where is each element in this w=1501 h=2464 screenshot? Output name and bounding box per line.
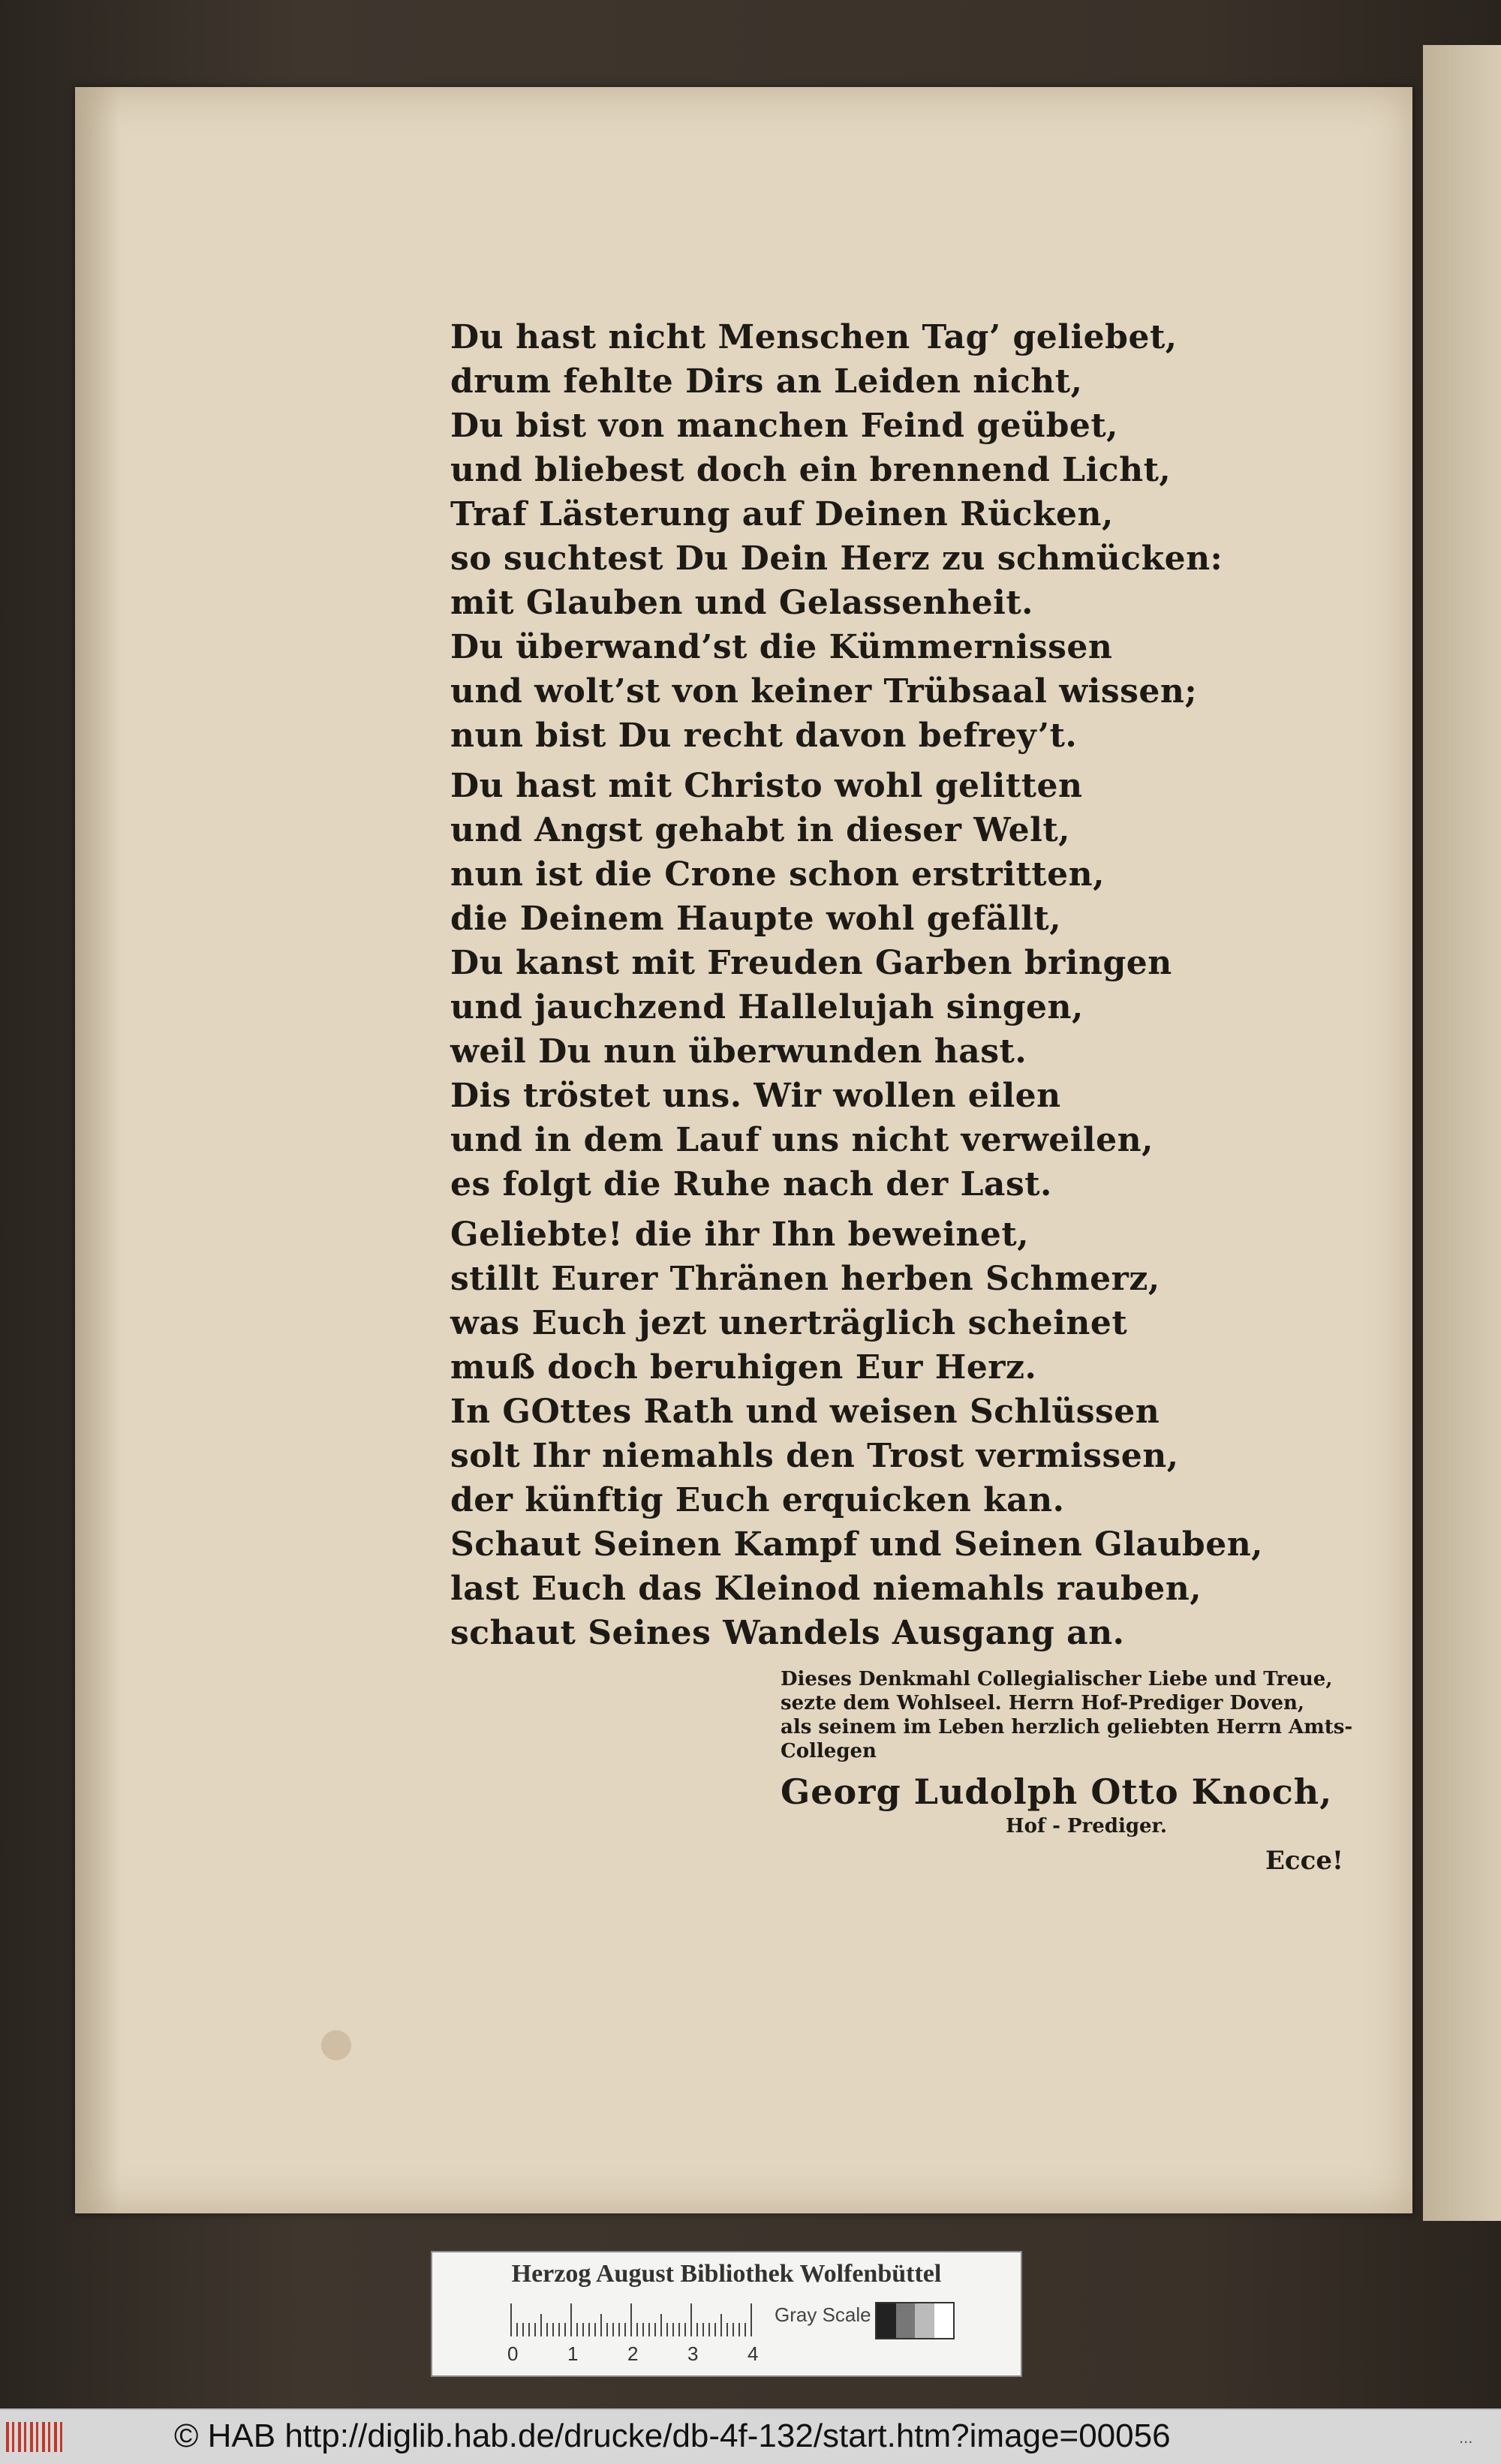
ruler-tick xyxy=(534,2323,536,2336)
ruler-tick xyxy=(630,2303,632,2336)
poem-line: Du bist von manchen Feind geübet, xyxy=(450,407,1118,445)
gray-swatch xyxy=(934,2303,954,2338)
ruler-tick xyxy=(600,2314,602,2336)
poem-line: so suchtest Du Dein Herz zu schmücken: xyxy=(450,539,1223,578)
author-role: Hof - Prediger. xyxy=(1006,1815,1167,1837)
ruler-tick xyxy=(636,2323,638,2336)
ruler-number: 1 xyxy=(567,2342,579,2365)
poem-line: In GOttes Rath und weisen Schlüssen xyxy=(450,1393,1160,1431)
source-url[interactable]: © HAB http://diglib.hab.de/drucke/db-4f-132/start.htm?image=00056 xyxy=(174,2417,1171,2454)
poem-line: Schaut Seinen Kampf und Seinen Glauben, xyxy=(450,1525,1263,1564)
poem-line: last Euch das Kleinod niemahls rauben, xyxy=(450,1570,1202,1608)
poem-line: nun bist Du recht davon befrey’t. xyxy=(450,717,1078,755)
ruler-tick xyxy=(642,2323,644,2336)
poem-line: weil Du nun überwunden hast. xyxy=(450,1032,1027,1071)
facing-page-edge xyxy=(1423,45,1501,2221)
ruler-tick xyxy=(546,2323,548,2336)
ruler-tick xyxy=(582,2323,584,2336)
ruler-tick xyxy=(750,2303,752,2336)
gray-swatch xyxy=(915,2303,934,2338)
ruler-tick xyxy=(612,2323,614,2336)
ruler-tick xyxy=(690,2303,692,2336)
poem xyxy=(450,315,1336,1655)
colophon-line: Dieses Denkmahl Collegialischer Liebe und Treue, xyxy=(781,1668,1333,1690)
poem-line: und Angst gehabt in dieser Welt, xyxy=(450,811,1070,849)
ruler-tick xyxy=(648,2323,650,2336)
paper-stain xyxy=(321,2030,351,2060)
colophon-line: als seinem im Leben herzlich geliebten Herrn Amts- xyxy=(781,1716,1353,1738)
colophon-line: sezte dem Wohlseel. Herrn Hof-Prediger Doven, xyxy=(781,1692,1304,1714)
gray-scale-label: Gray Scale xyxy=(775,2303,871,2326)
ruler-tick xyxy=(516,2323,518,2336)
ruler-tick xyxy=(672,2323,674,2336)
poem-line: muß doch beruhigen Eur Herz. xyxy=(450,1348,1037,1387)
poem-line: und jauchzend Hallelujah singen, xyxy=(450,988,1084,1026)
poem-line: und bliebest doch ein brennend Licht, xyxy=(450,451,1172,489)
poem-line: Du kanst mit Freuden Garben bringen xyxy=(450,944,1172,982)
ruler-tick xyxy=(654,2323,656,2336)
ruler-tick xyxy=(720,2314,722,2336)
ruler-tick xyxy=(528,2323,530,2336)
poem-line: schaut Seines Wandels Ausgang an. xyxy=(450,1614,1125,1652)
barcode-icon xyxy=(6,2422,66,2452)
ruler-tick xyxy=(726,2323,728,2336)
ruler-tick xyxy=(522,2323,524,2336)
poem-line: der künftig Euch erquicken kan. xyxy=(450,1481,1065,1519)
more-icon[interactable]: ... xyxy=(1459,2428,1473,2447)
footer-bar xyxy=(0,2408,1501,2464)
poem-line: nun ist die Crone schon erstritten, xyxy=(450,855,1105,894)
poem-line: die Deinem Haupte wohl gefällt, xyxy=(450,900,1062,938)
ruler-tick xyxy=(678,2323,680,2336)
ruler-tick xyxy=(714,2323,716,2336)
ruler-tick xyxy=(696,2323,698,2336)
ruler-tick xyxy=(666,2323,668,2336)
catchword: Ecce! xyxy=(1265,1846,1343,1876)
ruler-tick xyxy=(660,2314,662,2336)
ruler-number: 0 xyxy=(507,2342,519,2365)
poem-line: Geliebte! die ihr Ihn beweinet, xyxy=(450,1215,1030,1254)
poem-line: Du hast mit Christo wohl gelitten xyxy=(450,767,1083,805)
poem-line: und wolt’st von keiner Trübsaal wissen; xyxy=(450,672,1198,711)
poem-line: mit Glauben und Gelassenheit. xyxy=(450,584,1034,622)
poem-line: Dis tröstet uns. Wir wollen eilen xyxy=(450,1077,1061,1115)
poem-line: Du überwand’st die Kümmernissen xyxy=(450,628,1113,666)
ruler-tick xyxy=(570,2303,572,2336)
ruler-number: 4 xyxy=(747,2342,759,2365)
ruler-tick xyxy=(588,2323,590,2336)
ruler-tick xyxy=(618,2323,620,2336)
ruler-tick xyxy=(684,2323,686,2336)
ruler-number: 3 xyxy=(687,2342,699,2365)
ruler-tick xyxy=(540,2314,542,2336)
gray-swatch xyxy=(896,2303,916,2338)
author-name: Georg Ludolph Otto Knoch, xyxy=(781,1771,1333,1812)
ruler-tick xyxy=(744,2323,746,2336)
ruler-tick xyxy=(732,2323,734,2336)
ruler-tick xyxy=(594,2323,596,2336)
poem-line: Du hast nicht Menschen Tag’ geliebet, xyxy=(450,318,1178,356)
poem-line: Traf Lästerung auf Deinen Rücken, xyxy=(450,495,1114,533)
gray-swatch xyxy=(877,2303,896,2338)
ruler-tick xyxy=(576,2323,578,2336)
poem-line: drum fehlte Dirs an Leiden nicht, xyxy=(450,362,1083,401)
scale-card-title: Herzog August Bibliothek Wolfenbüttel xyxy=(511,2260,942,2288)
poem-line: was Euch jezt unerträglich scheinet xyxy=(450,1304,1128,1342)
gray-swatches xyxy=(875,2302,955,2339)
ruler-tick xyxy=(558,2323,560,2336)
poem-line: stillt Eurer Thränen herben Schmerz, xyxy=(450,1260,1160,1298)
colophon xyxy=(781,1667,1351,1838)
ruler-tick xyxy=(738,2323,740,2336)
poem-line: solt Ihr niemahls den Trost vermissen, xyxy=(450,1437,1179,1475)
gray-scale-card xyxy=(431,2251,1022,2377)
ruler-tick xyxy=(606,2323,608,2336)
colophon-line: Collegen xyxy=(781,1740,877,1762)
ruler-tick xyxy=(624,2323,626,2336)
poem-line: und in dem Lauf uns nicht verweilen, xyxy=(450,1121,1154,1159)
ruler-number: 2 xyxy=(627,2342,639,2365)
poem-line: es folgt die Ruhe nach der Last. xyxy=(450,1165,1052,1203)
ruler-tick xyxy=(552,2323,554,2336)
ruler-tick xyxy=(510,2303,512,2336)
ruler-tick xyxy=(564,2323,566,2336)
ruler-tick xyxy=(702,2323,704,2336)
ruler-tick xyxy=(708,2323,710,2336)
ruler xyxy=(510,2300,766,2336)
